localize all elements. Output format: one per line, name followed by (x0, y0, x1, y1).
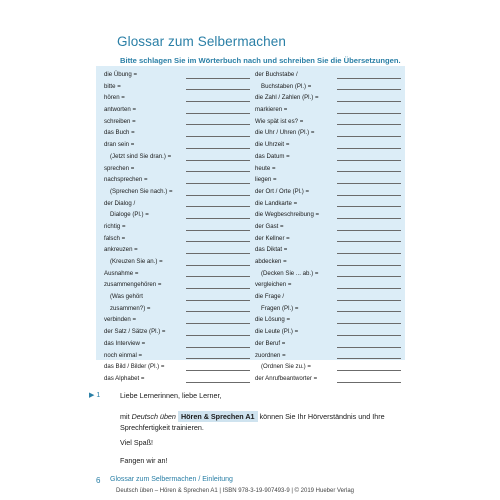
glossary-row (104, 338, 250, 350)
glossary-row (104, 209, 250, 221)
translation-line[interactable] (337, 382, 401, 383)
translation-line[interactable] (337, 347, 401, 348)
glossary-row (255, 163, 401, 175)
translation-line[interactable] (337, 195, 401, 196)
glossary-term: schreiben = (104, 117, 136, 125)
glossary-term: die Landkarte = (255, 199, 298, 207)
glossary-term: zuordnen = (255, 351, 286, 359)
glossary-term: (Decken Sie ... ab.) = (261, 269, 319, 277)
glossary-term: zusammen?) = (110, 304, 151, 312)
glossary-row (104, 291, 250, 303)
intro-fun: Viel Spaß! (120, 438, 154, 447)
glossary-row (104, 69, 250, 81)
glossary-term: noch einmal = (104, 351, 143, 359)
glossary-row (255, 279, 401, 291)
glossary-row (255, 256, 401, 268)
translation-line[interactable] (186, 124, 250, 125)
glossary-row (255, 221, 401, 233)
glossary-term: die Wegbeschreibung = (255, 211, 320, 219)
translation-line[interactable] (186, 347, 250, 348)
translation-line[interactable] (337, 300, 401, 301)
glossary-term: der Dialog / (104, 199, 136, 207)
glossary-term: der Buchstabe / (255, 71, 298, 78)
translation-line[interactable] (186, 78, 250, 79)
glossary-row (104, 139, 250, 151)
glossary-row (255, 92, 401, 104)
glossary-term: vergleichen = (255, 281, 292, 289)
glossary-row (255, 81, 401, 93)
translation-line[interactable] (337, 78, 401, 79)
translation-line[interactable] (337, 113, 401, 114)
glossary-row (255, 104, 401, 116)
intro-suffix: können Sie Ihr Hörverständnis und Ihre Sprechfertigkeit trainieren. (120, 412, 385, 432)
translation-line[interactable] (186, 206, 250, 207)
glossary-term: das Buch = (104, 129, 135, 137)
glossary-row (255, 116, 401, 128)
glossary-row (104, 92, 250, 104)
glossary-term: das Interview = (104, 339, 146, 347)
instruction-text: Bitte schlagen Sie im Wörterbuch nach und schreiben Sie die Übersetzungen. (120, 56, 401, 65)
translation-line[interactable] (337, 148, 401, 149)
translation-line[interactable] (186, 195, 250, 196)
page-title: Glossar zum Selbermachen (117, 34, 286, 49)
translation-line[interactable] (337, 101, 401, 102)
glossary-term: die Uhrzeit = (255, 141, 290, 149)
glossary-row (255, 314, 401, 326)
glossary-term: verbinden = (104, 316, 137, 324)
glossary-term: Ausnahme = (104, 269, 139, 277)
translation-line[interactable] (186, 160, 250, 161)
glossary-term: (Sprechen Sie nach.) = (110, 187, 173, 195)
glossary-row (255, 69, 401, 81)
glossary-term: das Diktat = (255, 246, 288, 254)
glossary-row (104, 268, 250, 280)
glossary-box (96, 66, 405, 382)
translation-line[interactable] (337, 183, 401, 184)
play-track-icon[interactable]: ▶ 1 (89, 392, 101, 399)
glossary-row (104, 314, 250, 326)
translation-line[interactable] (337, 311, 401, 312)
glossary-right-column (255, 69, 401, 385)
glossary-row (104, 326, 250, 338)
glossary-row (104, 151, 250, 163)
translation-line[interactable] (337, 160, 401, 161)
glossary-row (255, 186, 401, 198)
glossary-term: Wie spät ist es? = (255, 117, 304, 125)
translation-line[interactable] (186, 370, 250, 371)
intro-paragraph (120, 411, 420, 433)
glossary-row (104, 373, 250, 385)
glossary-term: hören = (104, 94, 125, 102)
translation-line[interactable] (337, 265, 401, 266)
glossary-row (255, 209, 401, 221)
glossary-term: der Anrufbeantworter = (255, 374, 318, 382)
glossary-row (104, 350, 250, 362)
translation-line[interactable] (186, 323, 250, 324)
page-number: 6 (96, 476, 101, 485)
translation-line[interactable] (186, 113, 250, 114)
translation-line[interactable] (186, 276, 250, 277)
translation-line[interactable] (337, 253, 401, 254)
glossary-term: Fragen (Pl.) = (261, 304, 299, 312)
glossary-term: die Uhr / Uhren (Pl.) = (255, 129, 315, 137)
translation-line[interactable] (186, 253, 250, 254)
glossary-row (104, 233, 250, 245)
translation-line[interactable] (186, 148, 250, 149)
level-badge: Hören & Sprechen A1 (178, 411, 258, 422)
glossary-term: das Alphabet = (104, 374, 145, 382)
glossary-row (255, 127, 401, 139)
glossary-term: das Bild / Bilder (Pl.) = (104, 363, 165, 371)
glossary-row (104, 186, 250, 198)
footer-section: Glossar zum Selbermachen / Einleitung (110, 476, 233, 483)
glossary-term: nachsprechen = (104, 176, 148, 184)
glossary-term: Buchstaben (Pl.) = (261, 82, 312, 90)
translation-line[interactable] (186, 265, 250, 266)
glossary-term: richtig = (104, 222, 126, 230)
glossary-term: (Kreuzen Sie an.) = (110, 258, 163, 265)
glossary-row (104, 104, 250, 116)
translation-line[interactable] (337, 218, 401, 219)
glossary-row (255, 198, 401, 210)
glossary-term: das Datum = (255, 152, 290, 160)
glossary-term: die Leute (Pl.) = (255, 328, 299, 336)
translation-line[interactable] (186, 183, 250, 184)
glossary-term: sprechen = (104, 164, 135, 172)
translation-line[interactable] (337, 335, 401, 336)
translation-line[interactable] (337, 276, 401, 277)
glossary-term: die Lösung = (255, 316, 291, 324)
glossary-row (255, 268, 401, 280)
glossary-row (255, 326, 401, 338)
glossary-row (104, 116, 250, 128)
glossary-term: die Übung = (104, 71, 138, 78)
translation-line[interactable] (337, 370, 401, 371)
glossary-term: Dialoge (Pl.) = (110, 211, 149, 219)
glossary-row (104, 244, 250, 256)
glossary-row (104, 303, 250, 315)
glossary-term: der Satz / Sätze (Pl.) = (104, 328, 166, 336)
glossary-term: der Kellner = (255, 234, 290, 242)
translation-line[interactable] (186, 101, 250, 102)
glossary-row (255, 174, 401, 186)
translation-line[interactable] (337, 230, 401, 231)
glossary-row (104, 127, 250, 139)
translation-line[interactable] (337, 288, 401, 289)
glossary-row (104, 81, 250, 93)
translation-line[interactable] (337, 241, 401, 242)
glossary-row (104, 221, 250, 233)
glossary-term: (Jetzt sind Sie dran.) = (110, 152, 172, 160)
glossary-term: antworten = (104, 106, 137, 114)
glossary-row (255, 373, 401, 385)
translation-line[interactable] (186, 218, 250, 219)
glossary-term: die Zahl / Zahlen (Pl.) = (255, 94, 319, 102)
translation-line[interactable] (186, 241, 250, 242)
glossary-row (255, 244, 401, 256)
translation-line[interactable] (337, 136, 401, 137)
glossary-row (104, 163, 250, 175)
glossary-term: ankreuzen = (104, 246, 138, 254)
glossary-term: der Ort / Orte (Pl.) = (255, 187, 310, 195)
glossary-term: bitte = (104, 82, 121, 90)
glossary-term: heute = (255, 164, 276, 172)
translation-line[interactable] (337, 358, 401, 359)
glossary-term: (Was gehört (110, 293, 143, 301)
glossary-row (104, 256, 250, 268)
translation-line[interactable] (186, 136, 250, 137)
translation-line[interactable] (186, 171, 250, 172)
translation-line[interactable] (186, 358, 250, 359)
intro-prefix: mit (120, 412, 132, 421)
translation-line[interactable] (186, 311, 250, 312)
glossary-row (255, 151, 401, 163)
glossary-term: abdecken = (255, 258, 287, 265)
glossary-term: zusammengehören = (104, 281, 162, 289)
translation-line[interactable] (186, 300, 250, 301)
translation-line[interactable] (186, 288, 250, 289)
translation-line[interactable] (186, 230, 250, 231)
glossary-term: falsch = (104, 234, 126, 242)
translation-line[interactable] (186, 335, 250, 336)
glossary-row (255, 338, 401, 350)
glossary-term: liegen = (255, 176, 277, 184)
glossary-row (104, 361, 250, 373)
footer-meta: Deutsch üben – Hören & Sprechen A1 | ISBN 978-3-19-907493-9 | © 2019 Hueber Verlag (116, 488, 355, 494)
glossary-term: (Ordnen Sie zu.) = (261, 363, 311, 371)
glossary-row (255, 233, 401, 245)
intro-greeting: Liebe Lernerinnen, liebe Lerner, (120, 391, 222, 400)
translation-line[interactable] (337, 206, 401, 207)
translation-line[interactable] (186, 89, 250, 90)
glossary-row (255, 303, 401, 315)
glossary-term: dran sein = (104, 141, 135, 149)
translation-line[interactable] (186, 382, 250, 383)
glossary-row (255, 291, 401, 303)
glossary-term: der Gast = (255, 222, 284, 230)
glossary-row (255, 139, 401, 151)
translation-line[interactable] (337, 124, 401, 125)
glossary-row (255, 350, 401, 362)
glossary-term: markieren = (255, 106, 288, 114)
book-title: Deutsch üben (131, 412, 176, 421)
intro-closing: Fangen wir an! (120, 456, 168, 465)
glossary-row (255, 361, 401, 373)
glossary-term: der Beruf = (255, 339, 286, 347)
glossary-row (104, 174, 250, 186)
translation-line[interactable] (337, 89, 401, 90)
glossary-left-column (104, 69, 250, 385)
glossary-row (104, 279, 250, 291)
translation-line[interactable] (337, 171, 401, 172)
glossary-term: die Frage / (255, 293, 285, 301)
translation-line[interactable] (337, 323, 401, 324)
glossary-row (104, 198, 250, 210)
